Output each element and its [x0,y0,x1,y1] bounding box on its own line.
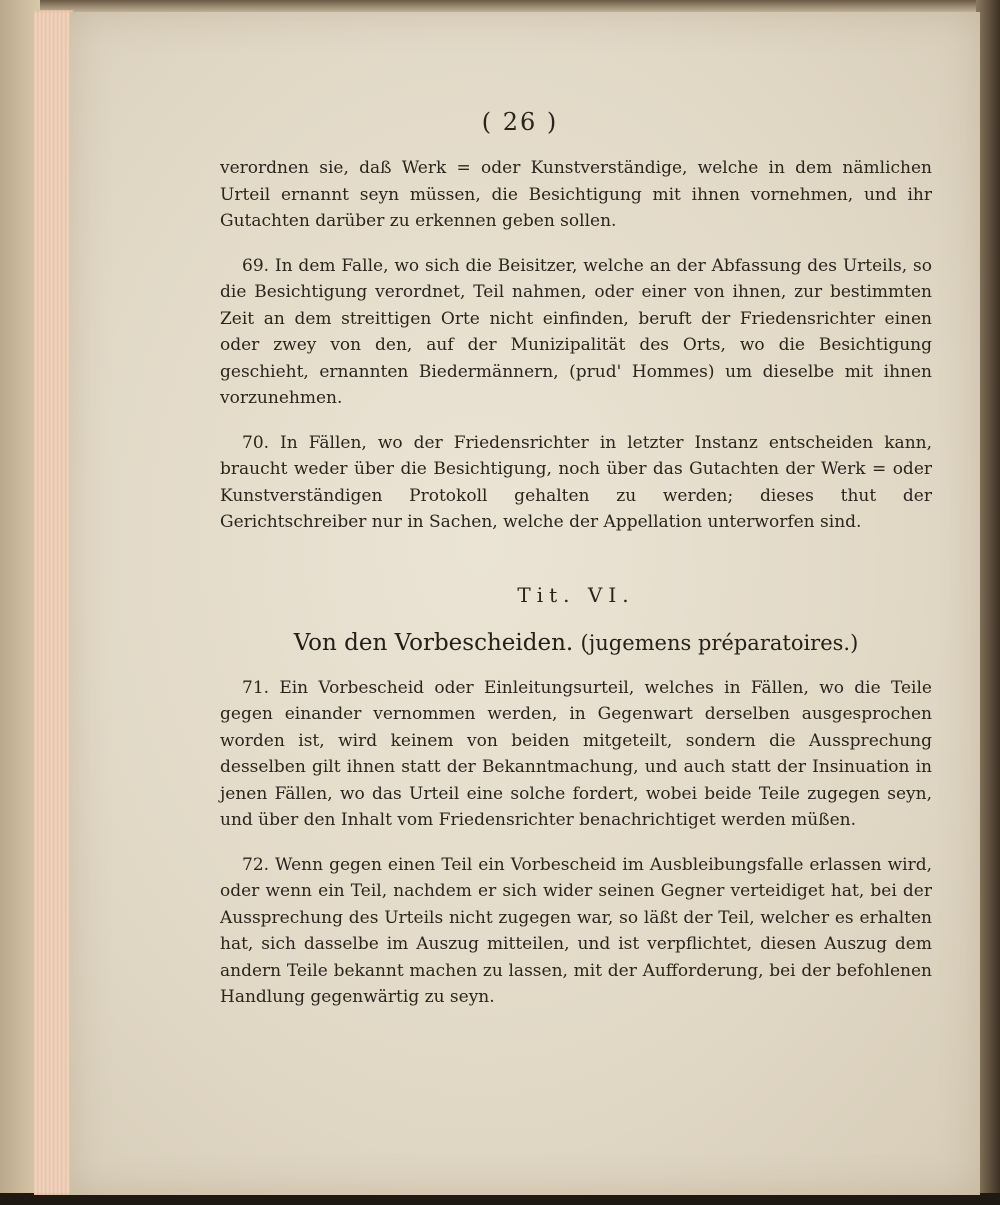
paragraph-72: 72. Wenn gegen einen Teil ein Vorbescheid im Ausbleibungsfalle erlassen wird, oder wenn ein Teil, nachdem er sich wider seinen Gegner verteidiget hat, bei der Aussprechung des Urteils nicht zugegen war, so läßt der Teil, welcher es erhalten hat, sich dasselbe im Auszug mitteilen, und ist verpflichtet, diesen Auszug dem andern Teile bekannt machen zu lassen, mit der Aufforderung, bei der befohlenen Handlung gegenwärtig zu seyn. [220,854,932,1007]
heading-german: Von den Vorbescheiden. [293,630,574,656]
page-text-body [220,155,932,1011]
paragraph-continued: verordnen sie, daß Werk = oder Kunstverständige, welche in dem nämlichen Urteil ernannt seyn müssen, die Besichtigung mit ihnen vornehmen, und ihr Gutachten darüber zu erkennen geben sollen. [220,158,932,231]
page-number: ( 26 ) [481,108,559,136]
page-stack-edges [34,10,74,1195]
paragraph-70: 70. In Fällen, wo der Friedensrichter in letzter Instanz entscheiden kann, braucht weder über die Besichtigung, noch über das Gutachten der Werk = oder Kunstverständigen Protokoll gehalten zu werden; dieses thut der Gerichtschreiber nur in Sachen, welche der Appellation unterworfen sind. [220,432,932,532]
chapter-heading [220,630,932,657]
heading-french: (jugemens préparatoires.) [580,631,859,655]
paragraph-69: 69. In dem Falle, wo sich die Beisitzer, welche an der Abfassung des Urteils, so die Besichtigung verordnet, Teil nahmen, oder einer von ihnen, zur bestimmten Zeit an dem streittigen Orte nicht einfinden, beruft der Friedensrichter einen oder zwey von den, auf der Munizipalität des Orts, wo die Besichtigung geschieht, ernannten Biedermännern, (prud' Hommes) um dieselbe mit ihnen vorzunehmen. [220,255,932,408]
section-title: Tit. VI. [517,582,635,607]
paragraph-71: 71. Ein Vorbescheid oder Einleitungsurteil, welches in Fällen, wo die Teile gegen einander vernommen werden, in Gegenwart derselben ausgesprochen worden ist, wird keinem von beiden mitgeteilt, sondern die Aussprechung desselben gilt ihnen statt der Bekanntmachung, und auch statt der Insinuation in jenen Fällen, wo das Urteil eine solche fordert, wobei beide Teile zugegen seyn, und über den Inhalt vom Friedensrichter benachrichtiget werden müßen. [220,677,932,830]
